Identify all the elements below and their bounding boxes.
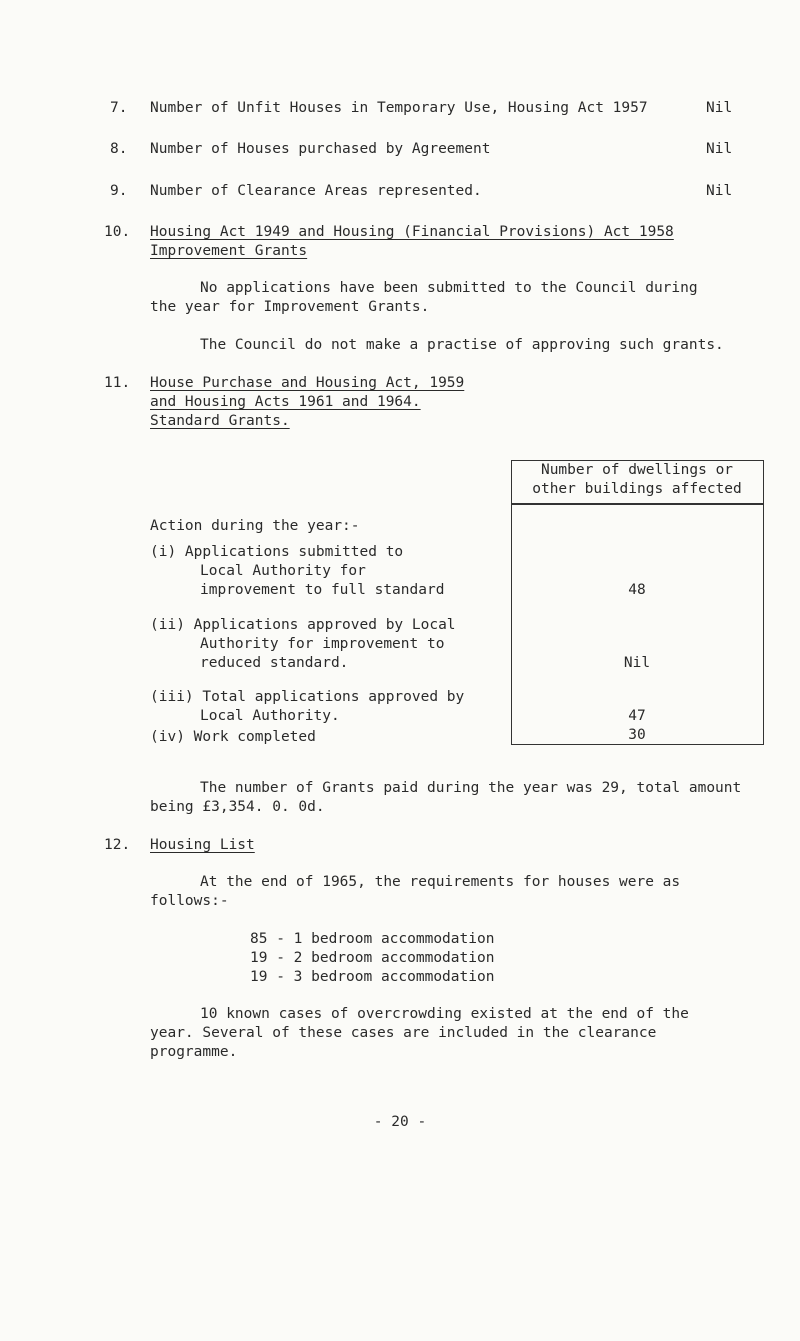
section-10-subheading: Improvement Grants — [150, 243, 308, 259]
grants-paid-line2: being £3,354. 0. 0d. — [150, 799, 325, 815]
grants-row-3-value: 47 — [628, 708, 646, 724]
item-7-value: Nil — [706, 100, 733, 116]
grants-row-4-value: 30 — [628, 727, 646, 743]
item-9-number: 9. — [110, 183, 128, 199]
grants-row-3-label-line2: Local Authority. — [200, 708, 340, 724]
section-11-number: 11. — [104, 375, 131, 391]
housing-list-intro-cont: follows:- — [150, 893, 229, 909]
grants-row-4-label-line1: (iv) Work completed — [150, 729, 316, 745]
item-9-value: Nil — [706, 183, 733, 199]
section-10-heading: Housing Act 1949 and Housing (Financial Provisions) Act 1958 — [150, 224, 674, 240]
section-11-heading: House Purchase and Housing Act, 1959 — [150, 375, 465, 391]
item-8-number: 8. — [110, 141, 128, 157]
grants-row-3-label-line1: (iii) Total applications approved by — [150, 689, 465, 705]
page-number: - 20 - — [373, 1114, 427, 1130]
grants-table-header-line2: other buildings affected — [532, 481, 742, 497]
item-8-value: Nil — [706, 141, 733, 157]
requirement-3: 19 - 3 bedroom accommodation — [250, 969, 495, 985]
grants-row-1-label-line2: Local Authority for — [200, 563, 366, 579]
section-10-para1-cont: the year for Improvement Grants. — [150, 299, 430, 315]
overcrowding-line2: year. Several of these cases are included in the clearance — [150, 1025, 657, 1041]
item-8-text: Number of Houses purchased by Agreement — [150, 141, 491, 157]
item-7-number: 7. — [110, 100, 128, 116]
grants-row-2-value: Nil — [623, 655, 651, 671]
section-12-number: 12. — [104, 837, 131, 853]
section-11-heading-2: and Housing Acts 1961 and 1964. — [150, 394, 421, 410]
grants-row-1-value: 48 — [628, 582, 646, 598]
grants-row-2-label-line3: reduced standard. — [200, 655, 349, 671]
grants-row-1-label-line1: (i) Applications submitted to — [150, 544, 404, 560]
grants-row-1-label-line3: improvement to full standard — [200, 582, 445, 598]
requirement-2: 19 - 2 bedroom accommodation — [250, 950, 495, 966]
overcrowding-line3: programme. — [150, 1044, 238, 1060]
grants-row-2-label-line1: (ii) Applications approved by Local — [150, 617, 456, 633]
grants-table-header-rule — [511, 503, 764, 505]
section-11-heading-3: Standard Grants. — [150, 413, 290, 429]
section-12-heading: Housing List — [150, 837, 255, 853]
grants-table-header-line1: Number of dwellings or — [540, 462, 734, 478]
section-10-number: 10. — [104, 224, 131, 240]
grants-paid-line1: The number of Grants paid during the year was 29, total amount — [200, 780, 742, 796]
grants-row-2-label-line2: Authority for improvement to — [200, 636, 445, 652]
section-10-para2: The Council do not make a practise of approving such grants. — [200, 337, 724, 353]
housing-list-intro: At the end of 1965, the requirements for houses were as — [200, 874, 681, 890]
item-9-text: Number of Clearance Areas represented. — [150, 183, 482, 199]
item-7-text: Number of Unfit Houses in Temporary Use, Housing Act 1957 — [150, 100, 648, 116]
grants-table-intro: Action during the year:- — [150, 518, 360, 534]
requirement-1: 85 - 1 bedroom accommodation — [250, 931, 495, 947]
overcrowding-line1: 10 known cases of overcrowding existed at the end of the — [200, 1006, 689, 1022]
section-10-para1: No applications have been submitted to the Council during — [200, 280, 698, 296]
